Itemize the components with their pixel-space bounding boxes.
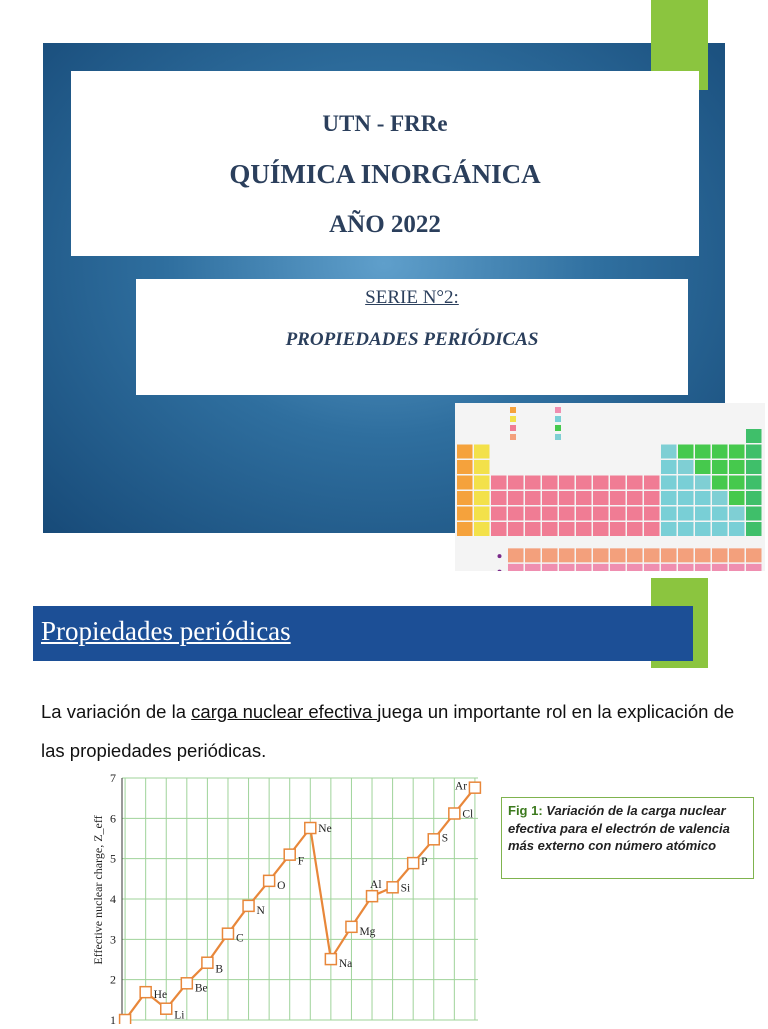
element-cell: [695, 522, 711, 536]
element-cell: [644, 522, 660, 536]
element-label: P: [421, 856, 428, 869]
element-cell: [525, 522, 541, 536]
data-point-marker: [408, 858, 419, 869]
element-cell: [729, 445, 745, 459]
zeff-chart: [80, 770, 498, 1024]
element-cell: [457, 507, 473, 521]
y-tick-label: 7: [110, 771, 116, 785]
element-cell: [627, 476, 643, 490]
data-point-marker: [346, 921, 357, 932]
element-cell: [729, 491, 745, 505]
element-label: Be: [194, 982, 208, 995]
element-cell: [474, 476, 490, 490]
element-cell: [712, 460, 728, 474]
element-cell: [627, 564, 643, 571]
element-cell: [695, 564, 711, 571]
para-underlined-term: carga nuclear efectiva: [191, 701, 378, 722]
serie-subtitle: PROPIEDADES PERIÓDICAS: [285, 329, 539, 350]
element-cell: [457, 522, 473, 536]
element-cell: [508, 507, 524, 521]
element-label: Si: [400, 882, 411, 895]
element-cell: [644, 491, 660, 505]
element-cell: [678, 548, 694, 562]
element-cell: [712, 445, 728, 459]
institution-title: UTN - FRRe: [322, 111, 448, 136]
data-point-marker: [387, 882, 398, 893]
element-cell: [457, 491, 473, 505]
data-point-marker: [161, 1003, 172, 1014]
course-title: QUÍMICA INORGÁNICA: [229, 159, 541, 189]
element-cell: [729, 522, 745, 536]
serie-label: SERIE N°2:: [365, 287, 459, 308]
element-cell: [661, 548, 677, 562]
periodic-table-graphic: [455, 403, 765, 571]
element-cell: [661, 460, 677, 474]
element-cell: [525, 491, 541, 505]
element-cell: [746, 429, 762, 443]
lanthanide-marker: [498, 554, 502, 558]
element-cell: [610, 522, 626, 536]
element-cell: [627, 491, 643, 505]
element-label: O: [277, 879, 286, 892]
element-cell: [525, 476, 541, 490]
figure-label: Fig 1:: [508, 803, 543, 818]
element-cell: [678, 476, 694, 490]
y-tick-label: 6: [110, 811, 116, 826]
element-cell: [474, 491, 490, 505]
element-label: Ar: [454, 780, 468, 793]
data-point-marker: [367, 891, 378, 902]
element-cell: [593, 564, 609, 571]
element-cell: [474, 507, 490, 521]
data-point-marker: [181, 978, 192, 989]
element-cell: [695, 507, 711, 521]
element-cell: [559, 507, 575, 521]
element-cell: [576, 564, 592, 571]
element-cell: [474, 445, 490, 459]
element-cell: [491, 522, 507, 536]
element-label: Li: [174, 1009, 185, 1022]
element-cell: [678, 445, 694, 459]
element-cell: [678, 491, 694, 505]
element-cell: [508, 476, 524, 490]
element-cell: [474, 522, 490, 536]
data-point-marker: [264, 875, 275, 886]
title-box: [71, 71, 699, 256]
element-cell: [746, 491, 762, 505]
legend-swatch: [510, 425, 516, 431]
legend-swatch: [510, 416, 516, 422]
data-point-marker: [428, 834, 439, 845]
element-cell: [746, 564, 762, 571]
element-cell: [610, 507, 626, 521]
element-cell: [729, 460, 745, 474]
element-label: C: [235, 932, 244, 945]
legend-swatch: [510, 434, 516, 440]
element-cell: [661, 491, 677, 505]
element-cell: [457, 429, 473, 443]
element-cell: [661, 507, 677, 521]
element-cell: [525, 564, 541, 571]
element-cell: [610, 476, 626, 490]
element-label: Cl: [462, 808, 474, 821]
periodic-table-image: [455, 403, 765, 571]
element-label: Na: [338, 958, 353, 971]
element-cell: [695, 460, 711, 474]
element-cell: [746, 548, 762, 562]
element-cell: [508, 564, 524, 571]
element-cell: [695, 491, 711, 505]
element-cell: [593, 491, 609, 505]
element-cell: [559, 522, 575, 536]
element-cell: [576, 548, 592, 562]
element-cell: [610, 491, 626, 505]
data-point-marker: [243, 900, 254, 911]
element-cell: [712, 491, 728, 505]
y-tick-label: 1: [110, 1013, 116, 1024]
section-title: Propiedades periódicas: [41, 616, 291, 646]
element-cell: [746, 445, 762, 459]
element-cell: [559, 491, 575, 505]
serie-box: [136, 279, 688, 395]
data-point-marker: [449, 808, 460, 819]
element-cell: [712, 522, 728, 536]
element-cell: [593, 507, 609, 521]
element-cell: [644, 548, 660, 562]
figure-caption-text: Variación de la carga nuclear efectiva para el electrón de valencia más externo con número atómico: [508, 803, 730, 853]
element-cell: [644, 507, 660, 521]
element-cell: [457, 445, 473, 459]
y-tick-label: 4: [110, 892, 116, 906]
para-part2: juega un importante rol en la explicación de las propiedades periódicas.: [41, 701, 735, 761]
element-cell: [576, 491, 592, 505]
element-cell: [746, 476, 762, 490]
element-cell: [678, 460, 694, 474]
actinide-marker: [498, 570, 502, 571]
element-label: Ne: [318, 823, 332, 836]
element-label: Mg: [359, 925, 376, 938]
element-cell: [729, 548, 745, 562]
element-cell: [712, 476, 728, 490]
element-cell: [712, 507, 728, 521]
intro-paragraph: [41, 692, 741, 770]
element-cell: [678, 564, 694, 571]
element-cell: [661, 564, 677, 571]
element-label: S: [441, 832, 449, 845]
element-label: He: [153, 989, 168, 1002]
element-cell: [474, 460, 490, 474]
element-cell: [508, 522, 524, 536]
element-cell: [627, 507, 643, 521]
element-cell: [729, 507, 745, 521]
element-cell: [593, 548, 609, 562]
element-cell: [627, 522, 643, 536]
element-cell: [610, 548, 626, 562]
element-cell: [610, 564, 626, 571]
element-cell: [729, 564, 745, 571]
element-cell: [576, 476, 592, 490]
element-cell: [542, 522, 558, 536]
element-cell: [695, 548, 711, 562]
element-cell: [559, 476, 575, 490]
element-label: Al: [370, 879, 382, 892]
element-cell: [712, 564, 728, 571]
legend-swatch: [555, 407, 561, 413]
element-cell: [576, 522, 592, 536]
element-cell: [644, 476, 660, 490]
element-label: N: [256, 904, 265, 917]
element-cell: [525, 548, 541, 562]
element-cell: [729, 476, 745, 490]
element-cell: [593, 522, 609, 536]
element-cell: [508, 548, 524, 562]
element-cell: [542, 476, 558, 490]
element-label: B: [215, 963, 224, 976]
element-cell: [491, 507, 507, 521]
element-cell: [542, 548, 558, 562]
y-tick-label: 5: [110, 851, 116, 866]
data-point-marker: [284, 849, 295, 860]
section-banner: [33, 606, 693, 661]
chart-ylabel: Effective nuclear charge, Z_eff: [91, 815, 105, 965]
element-cell: [491, 491, 507, 505]
element-cell: [678, 507, 694, 521]
element-cell: [525, 507, 541, 521]
y-tick-label: 2: [110, 972, 116, 987]
data-point-marker: [120, 1015, 131, 1025]
element-cell: [678, 522, 694, 536]
element-cell: [542, 507, 558, 521]
element-cell: [491, 476, 507, 490]
element-cell: [661, 445, 677, 459]
element-cell: [457, 460, 473, 474]
year-title: AÑO 2022: [329, 211, 441, 238]
data-point-marker: [140, 987, 151, 998]
element-cell: [627, 548, 643, 562]
element-cell: [457, 476, 473, 490]
data-point-marker: [222, 928, 233, 939]
element-cell: [746, 460, 762, 474]
legend-swatch: [510, 407, 516, 413]
element-cell: [661, 476, 677, 490]
data-point-marker: [305, 823, 316, 834]
element-cell: [576, 507, 592, 521]
data-point-marker: [325, 954, 336, 965]
element-label: F: [297, 855, 305, 868]
legend-swatch: [555, 416, 561, 422]
element-cell: [542, 491, 558, 505]
element-cell: [746, 507, 762, 521]
para-part1: La variación de la: [41, 701, 192, 722]
element-cell: [695, 476, 711, 490]
element-cell: [644, 564, 660, 571]
element-cell: [508, 491, 524, 505]
element-cell: [593, 476, 609, 490]
legend-swatch: [555, 434, 561, 440]
element-cell: [559, 564, 575, 571]
zeff-series-line: [125, 788, 475, 1020]
figure-caption: [501, 797, 754, 879]
element-cell: [746, 522, 762, 536]
data-point-marker: [469, 782, 480, 793]
data-point-marker: [202, 957, 213, 968]
zeff-chart-svg: [80, 770, 498, 1024]
element-cell: [559, 548, 575, 562]
legend-swatch: [555, 425, 561, 431]
y-tick-label: 3: [110, 932, 116, 947]
element-cell: [712, 548, 728, 562]
element-cell: [661, 522, 677, 536]
element-cell: [542, 564, 558, 571]
element-cell: [695, 445, 711, 459]
